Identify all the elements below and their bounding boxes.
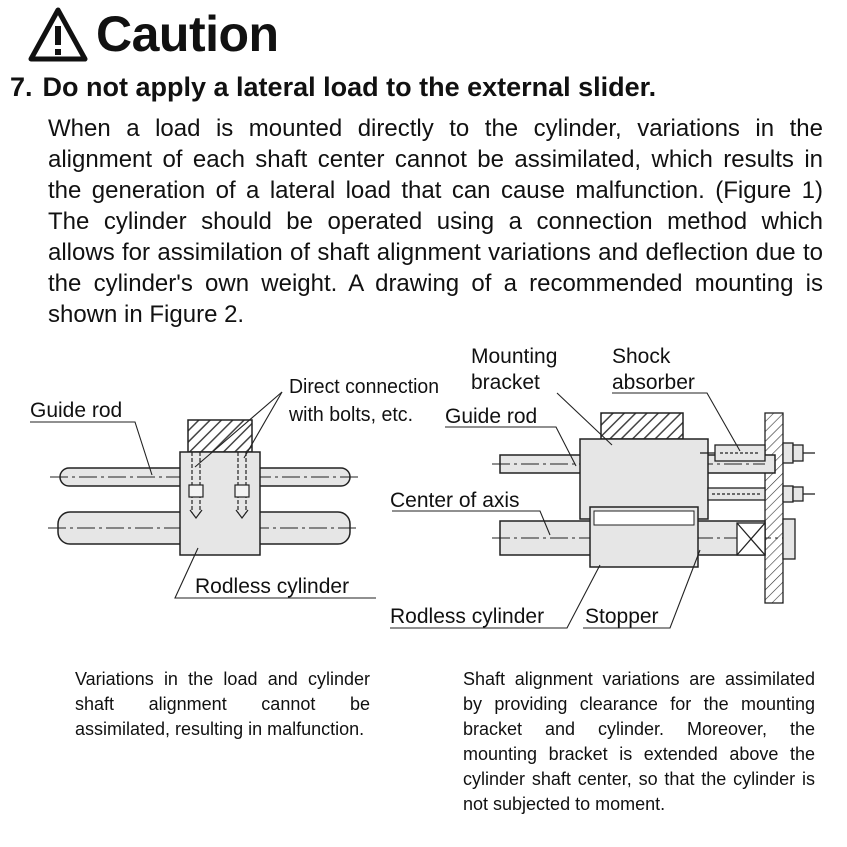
label-guide-rod-1: Guide rod: [30, 399, 123, 422]
figure-2: [390, 345, 815, 628]
label-direct-connection-2: with bolts, etc.: [288, 404, 413, 426]
shock-absorber: [700, 443, 815, 463]
label-shock-absorber-1: Shock: [612, 345, 671, 368]
figure-1: [30, 376, 439, 598]
label-rodless-cylinder-2: Rodless cylinder: [390, 605, 545, 628]
label-center-of-axis: Center of axis: [390, 489, 520, 512]
label-rodless-cylinder-1: Rodless cylinder: [195, 575, 350, 598]
section-heading: [10, 72, 656, 103]
figure-1-caption: Variations in the load and cylinder shaft alignment cannot be assimilated, resulting in malfunction.: [75, 669, 370, 739]
label-direct-connection-1: Direct connection: [289, 376, 439, 398]
figure-2-caption: Shaft alignment variations are assimilated by providing clearance for the mounting bracket and cylinder. Moreover, the mounting bracket is extended above the cylinder shaft center, so that the cylinder is not subjected to moment.: [463, 669, 815, 814]
label-shock-absorber-2: absorber: [612, 371, 695, 394]
label-mounting-bracket-1: Mounting: [471, 345, 558, 368]
section-heading-text: Do not apply a lateral load to the external slider.: [42, 72, 657, 102]
mounting-figures: [0, 335, 847, 665]
cylinder-clearance: [594, 511, 694, 525]
leader-guide-rod-1: [30, 422, 152, 475]
load-block: [188, 420, 252, 452]
warning-triangle-icon: [28, 6, 88, 62]
label-guide-rod-2: Guide rod: [445, 405, 538, 428]
caution-header: [28, 4, 279, 64]
mounting-wall: [765, 413, 783, 603]
section-number: 7.: [10, 72, 33, 102]
stopper-bolt: [708, 486, 815, 502]
load-block-2: [601, 413, 683, 439]
label-mounting-bracket-2: bracket: [471, 371, 540, 394]
section-body: When a load is mounted directly to the cylinder, variations in the alignment of each shaft center cannot be assimilated, which results in the generation of a lateral load that can cause malfunction. (Figure 1) The cylinder should be operated using a connection method which allows for assimilation of shaft alignment variations and deflection due to the cylinder's own weight. A drawing of a recommended mounting is shown in Figure 2.: [48, 115, 823, 328]
caution-title: Caution: [96, 6, 279, 62]
label-stopper: Stopper: [585, 605, 659, 628]
